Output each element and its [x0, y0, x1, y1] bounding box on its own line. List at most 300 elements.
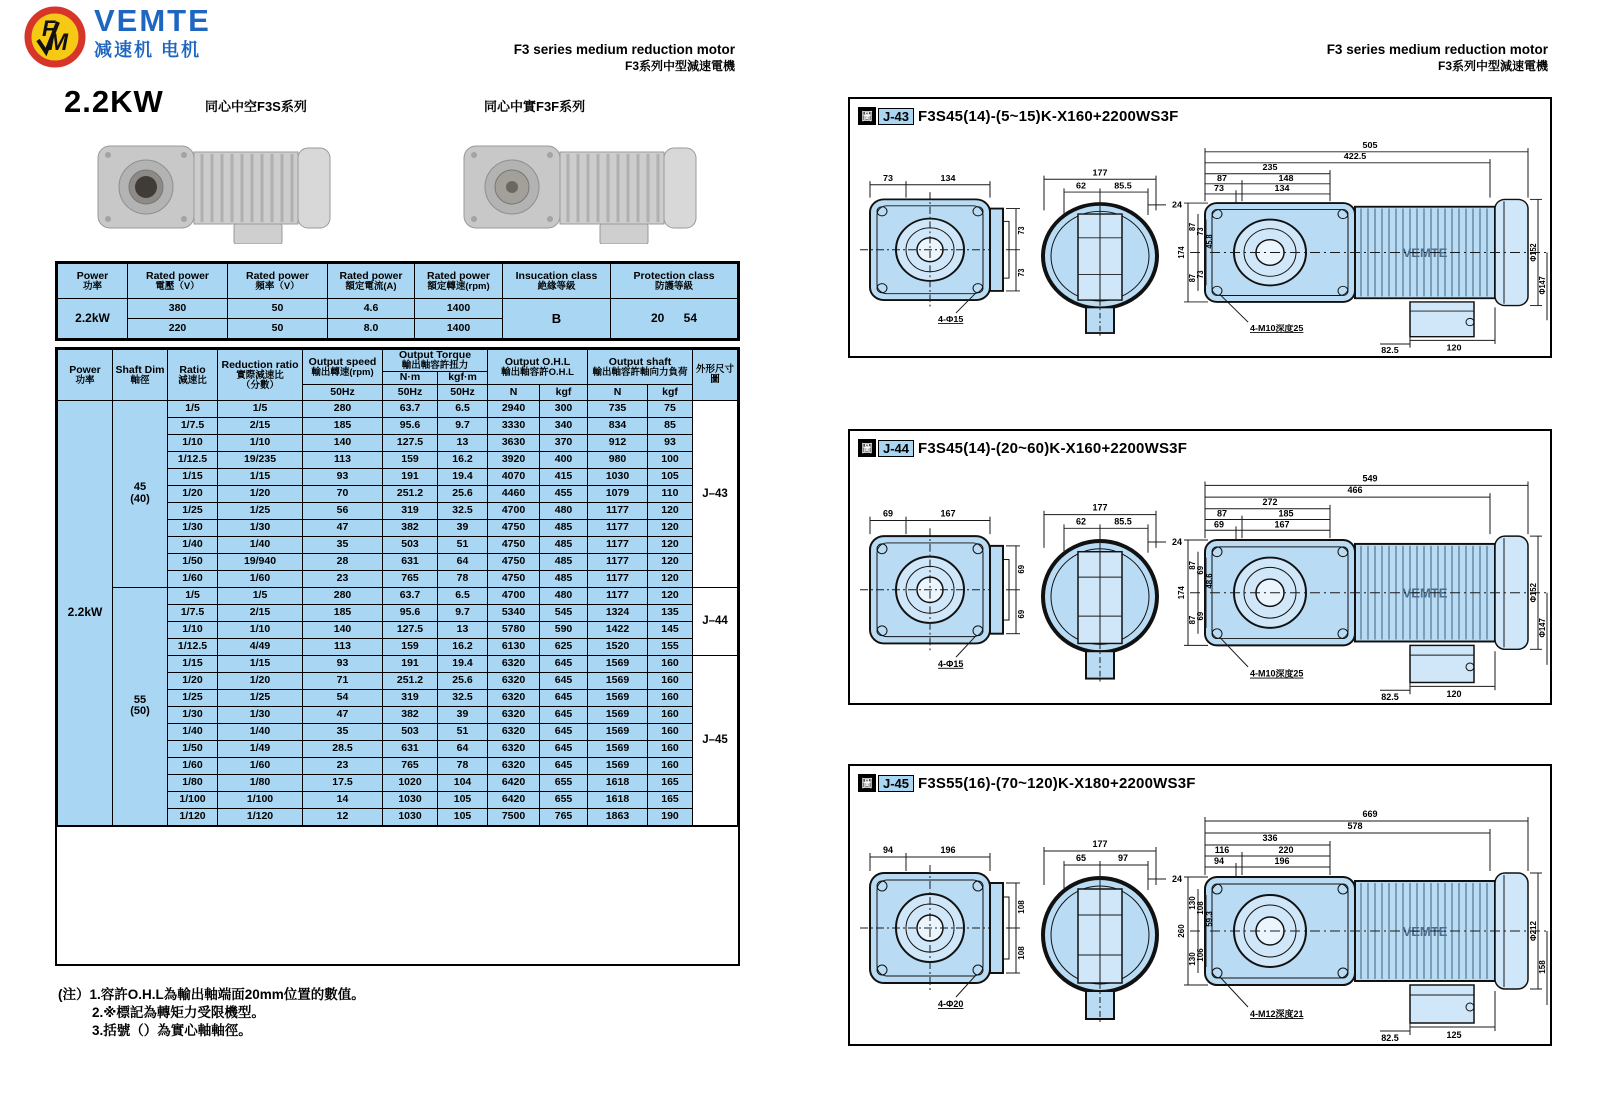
hdr-output-speed: Output speed 輸出轉速(rpm): [303, 350, 383, 385]
spec-table-cell: 9.7: [438, 418, 488, 435]
spec-table-cell: 105: [648, 469, 693, 486]
panel-header: [850, 766, 1550, 795]
spec-table-cell: 1/25: [168, 503, 218, 520]
spec-table-cell: 4750: [488, 537, 540, 554]
spec-table-cell: 160: [648, 741, 693, 758]
spec-table-cell: 1177: [588, 571, 648, 588]
spec-table-cell: 485: [540, 537, 588, 554]
power-table-cell: 50: [228, 299, 328, 319]
spec-table-cell: 251.2: [383, 673, 438, 690]
shaft-dim-value: 45: [133, 481, 147, 494]
spec-table-cell: 191: [383, 656, 438, 673]
spec-table-cell: 1177: [588, 588, 648, 605]
power-table: [57, 263, 738, 339]
svg-text:Φ147: Φ147: [1537, 618, 1548, 638]
spec-table-cell: 6320: [488, 724, 540, 741]
spec-table-cell: 1569: [588, 690, 648, 707]
footnotes: [58, 986, 365, 1041]
spec-table-cell: 16.2: [438, 639, 488, 656]
spec-table-cell: 1/40: [218, 537, 303, 554]
spec-table-cell: 382: [383, 520, 438, 537]
spec-table-cell: 1/12.5: [168, 639, 218, 656]
spec-table-cell: 78: [438, 571, 488, 588]
spec-table-cell: 190: [648, 809, 693, 826]
svg-text:82.5: 82.5: [1381, 692, 1399, 702]
svg-text:185: 185: [1278, 508, 1294, 519]
spec-table-cell: 1/10: [168, 622, 218, 639]
spec-table-cell: 127.5: [383, 435, 438, 452]
power-value: 2.2kW: [58, 299, 128, 339]
col-insulation: Insucation class 絶緣等級: [503, 264, 611, 299]
doc-title-right: [1248, 42, 1548, 74]
spec-table-cell: 1/20: [168, 673, 218, 690]
svg-text:108: 108: [1196, 901, 1205, 915]
svg-text:Φ212: Φ212: [1529, 921, 1538, 941]
spec-table-cell: 160: [648, 656, 693, 673]
spec-table-cell: 9.7: [438, 605, 488, 622]
spec-table-cell: 480: [540, 588, 588, 605]
svg-text:108: 108: [1017, 946, 1026, 960]
spec-table-cell: 2/15: [218, 418, 303, 435]
svg-text:116: 116: [1214, 845, 1230, 855]
spec-table-cell: 19/235: [218, 452, 303, 469]
spec-table-cell: 120: [648, 520, 693, 537]
spec-table-cell: 1/49: [218, 741, 303, 758]
spec-table-cell: 19.4: [438, 656, 488, 673]
spec-table-cell: 120: [648, 588, 693, 605]
svg-text:177: 177: [1092, 167, 1108, 178]
spec-table-cell: 1324: [588, 605, 648, 622]
svg-text:134: 134: [940, 173, 956, 183]
spec-table-cell: 1177: [588, 554, 648, 571]
svg-text:73: 73: [883, 173, 893, 183]
spec-table-cell: 17.5: [303, 775, 383, 792]
spec-table-cell: 319: [383, 503, 438, 520]
svg-text:120: 120: [1446, 689, 1462, 700]
spec-table-row: [58, 588, 738, 605]
figure-id: J-45: [878, 775, 914, 792]
spec-table-cell: 400: [540, 452, 588, 469]
spec-table-cell: 56: [303, 503, 383, 520]
spec-table-cell: 1569: [588, 741, 648, 758]
spec-table-cell: 1/30: [168, 520, 218, 537]
footnote-2: 2.※標記為轉矩力受限機型。: [92, 1005, 265, 1021]
spec-table-cell: 1/60: [168, 571, 218, 588]
power-table-cell: 8.0: [328, 319, 415, 339]
spec-table-cell: 64: [438, 554, 488, 571]
svg-text:45.8: 45.8: [1204, 234, 1215, 249]
spec-table-cell: 645: [540, 673, 588, 690]
svg-text:73: 73: [1195, 227, 1206, 236]
spec-table-cell: 78: [438, 758, 488, 775]
col-protection: Protection class 防護等級: [611, 264, 738, 299]
power-table-cell: 1400: [415, 299, 503, 319]
spec-table-cell: 1/25: [218, 503, 303, 520]
spec-table-cell: 1/20: [218, 673, 303, 690]
svg-text:130: 130: [1188, 952, 1197, 966]
shaft-dim-value: 55: [133, 693, 147, 706]
panel-header: [850, 431, 1550, 460]
spec-table-cell: 340: [540, 418, 588, 435]
spec-table-cell: 105: [438, 792, 488, 809]
svg-text:69: 69: [1016, 609, 1027, 619]
svg-text:177: 177: [1092, 839, 1108, 849]
col-voltage: Rated power 電壓（V）: [128, 264, 228, 299]
spec-table-cell: 185: [303, 418, 383, 435]
svg-text:73: 73: [1214, 183, 1224, 194]
spec-table-cell: 32.5: [438, 690, 488, 707]
spec-table-cell: 1/30: [168, 707, 218, 724]
svg-text:260: 260: [1177, 924, 1186, 938]
figure-model-title: F3S55(16)-(70~120)K-X180+2200WS3F: [918, 774, 1196, 792]
spec-table-cell: 13: [438, 622, 488, 639]
spec-table-cell: 280: [303, 588, 383, 605]
col-current: Rated power 額定電流(A): [328, 264, 415, 299]
dimension-drawing: [850, 460, 1550, 702]
power-rating-table: [55, 261, 740, 341]
svg-text:69: 69: [1214, 519, 1224, 530]
hdr-nm: N·m: [383, 372, 438, 385]
spec-table-cell: 25.6: [438, 486, 488, 503]
spec-table-cell: 14: [303, 792, 383, 809]
svg-text:4-M10深度25: 4-M10深度25: [1250, 668, 1304, 679]
svg-text:69: 69: [1195, 611, 1206, 621]
spec-table-cell: 120: [648, 537, 693, 554]
side-view: [1177, 474, 1550, 702]
hdr-hz-kgfm: 50Hz: [438, 385, 488, 401]
spec-table-cell: 1569: [588, 707, 648, 724]
front-view: [860, 173, 1026, 324]
hdr-dimension-fig: 外形尺寸圖: [693, 350, 738, 401]
spec-table-cell: 23: [303, 758, 383, 775]
spec-table-cell: 1/15: [218, 469, 303, 486]
spec-table-cell: 1/50: [168, 741, 218, 758]
spec-table-cell: 1/60: [218, 758, 303, 775]
spec-table-cell: 655: [540, 792, 588, 809]
svg-text:87: 87: [1217, 508, 1227, 519]
spec-table-cell: 631: [383, 741, 438, 758]
spec-table-cell: 4700: [488, 503, 540, 520]
svg-text:VEMTE: VEMTE: [1402, 924, 1448, 939]
figure-ref-cell: J–43: [693, 401, 738, 588]
hdr-output-ohl: Output O.H.L 輸出軸容許O.H.L: [488, 350, 588, 385]
spec-table-cell: 85: [648, 418, 693, 435]
spec-table-cell: 1030: [383, 792, 438, 809]
figure-model-title: F3S45(14)-(5~15)K-X160+2200WS3F: [918, 107, 1179, 125]
power-table-cell: 50: [228, 319, 328, 339]
svg-text:82.5: 82.5: [1381, 1033, 1399, 1043]
col-frequency: Rated power 頻率（V）: [228, 264, 328, 299]
spec-table-cell: 19/940: [218, 554, 303, 571]
spec-table-cell: 1569: [588, 758, 648, 775]
spec-table-cell: 110: [648, 486, 693, 503]
spec-table-cell: 3920: [488, 452, 540, 469]
circular-view: [1043, 839, 1182, 1025]
svg-text:24: 24: [1172, 874, 1183, 884]
spec-table-cell: 1/7.5: [168, 605, 218, 622]
spec-table-cell: 765: [540, 809, 588, 826]
spec-table-cell: 64: [438, 741, 488, 758]
power-table-cell: 220: [128, 319, 228, 339]
spec-table-cell: 39: [438, 520, 488, 537]
spec-table-cell: 912: [588, 435, 648, 452]
spec-table-cell: 655: [540, 775, 588, 792]
shaft-dim-cell: [113, 401, 168, 588]
svg-text:4-Φ15: 4-Φ15: [938, 658, 964, 669]
spec-table-cell: 485: [540, 554, 588, 571]
spec-table-cell: 645: [540, 656, 588, 673]
spec-table-cell: 625: [540, 639, 588, 656]
svg-text:Φ152: Φ152: [1528, 243, 1539, 262]
spec-table-cell: 1/5: [218, 588, 303, 605]
spec-table-cell: 1/15: [218, 656, 303, 673]
footnote-3: 3.括號（）為實心軸軸徑。: [92, 1023, 252, 1039]
spec-table-cell: 160: [648, 690, 693, 707]
spec-table-cell: 28.5: [303, 741, 383, 758]
spec-table-cell: 6320: [488, 741, 540, 758]
svg-text:177: 177: [1092, 502, 1108, 513]
svg-text:174: 174: [1176, 246, 1187, 259]
spec-table-cell: 1177: [588, 537, 648, 554]
doc-title-en: F3 series medium reduction motor: [513, 42, 735, 57]
svg-text:97: 97: [1117, 853, 1129, 863]
spec-table-cell: 145: [648, 622, 693, 639]
hdr-output-shaft: Output shaft 輸出軸容許軸向力負荷: [588, 350, 693, 385]
shaft-dim-solid-value: (50): [130, 705, 150, 718]
svg-text:F: F: [42, 16, 56, 41]
hdr-reduction-ratio: Reduction ratio 實際減速比 （分數）: [218, 350, 303, 401]
spec-table-cell: 159: [383, 452, 438, 469]
spec-table-cell: 35: [303, 537, 383, 554]
spec-table-cell: 1030: [383, 809, 438, 826]
side-view: [1177, 140, 1550, 355]
spec-table-cell: 1/10: [218, 435, 303, 452]
svg-text:422.5: 422.5: [1343, 151, 1367, 162]
spec-table-cell: 4460: [488, 486, 540, 503]
svg-text:167: 167: [940, 508, 956, 519]
doc-title-zh: F3系列中型減速電機: [1437, 59, 1548, 73]
brand-subtitle: 减速机 电机: [94, 40, 202, 60]
hdr-power: Power 功率: [58, 350, 113, 401]
spec-table-cell: 3330: [488, 418, 540, 435]
svg-text:59.3: 59.3: [1205, 911, 1214, 927]
specification-table: [55, 347, 740, 966]
spec-table-cell: 1/60: [218, 571, 303, 588]
spec-table-cell: 23: [303, 571, 383, 588]
spec-table-cell: 12: [303, 809, 383, 826]
figure-id: J-43: [878, 108, 914, 125]
shaft-dim-solid-value: (40): [130, 493, 150, 505]
svg-text:87: 87: [1217, 173, 1227, 183]
spec-table-cell: 2/15: [218, 605, 303, 622]
spec-table-cell: 140: [303, 435, 383, 452]
front-view: [860, 509, 1026, 669]
spec-table-cell: 140: [303, 622, 383, 639]
svg-text:Φ147: Φ147: [1537, 276, 1548, 295]
spec-table-cell: 1520: [588, 639, 648, 656]
svg-text:167: 167: [1274, 519, 1290, 530]
svg-text:87: 87: [1187, 615, 1198, 625]
spec-table-cell: 1/40: [168, 537, 218, 554]
spec-table-cell: 4070: [488, 469, 540, 486]
spec-table-cell: 70: [303, 486, 383, 503]
spec-table-cell: 1/80: [168, 775, 218, 792]
spec-table-cell: 113: [303, 639, 383, 656]
spec-table-cell: 480: [540, 503, 588, 520]
svg-text:148: 148: [1278, 173, 1294, 183]
hdr-shaft-dim: Shaft Dim 軸徑: [113, 350, 168, 401]
spec-table-cell: 1/100: [168, 792, 218, 809]
spec-table-cell: 51: [438, 724, 488, 741]
hdr-ratio: Ratio 減速比: [168, 350, 218, 401]
spec-table-cell: 32.5: [438, 503, 488, 520]
svg-text:65: 65: [1075, 853, 1087, 863]
spec-table-cell: 1/5: [168, 401, 218, 418]
spec-table-cell: 1177: [588, 520, 648, 537]
svg-text:73: 73: [1195, 270, 1206, 279]
product-photo-hollow-shaft: [92, 128, 342, 244]
spec-table-cell: 485: [540, 520, 588, 537]
svg-text:24: 24: [1172, 536, 1182, 547]
spec-table-cell: 13: [438, 435, 488, 452]
spec-table-cell: 16.2: [438, 452, 488, 469]
spec-table-cell: 159: [383, 639, 438, 656]
dimension-drawing: [850, 795, 1550, 1043]
spec-table-cell: 100: [648, 452, 693, 469]
spec-table-cell: 47: [303, 707, 383, 724]
power-table-cell: 1400: [415, 319, 503, 339]
spec-table-cell: 6320: [488, 656, 540, 673]
spec-table-cell: 1422: [588, 622, 648, 639]
spec-table-cell: 645: [540, 690, 588, 707]
dimension-panel-j44: [848, 429, 1552, 705]
spec-table-cell: 1/10: [168, 435, 218, 452]
spec-table-cell: 120: [648, 554, 693, 571]
spec-table-cell: 6420: [488, 792, 540, 809]
svg-text:87: 87: [1187, 222, 1198, 231]
spec-table-cell: 1030: [588, 469, 648, 486]
spec-table-cell: 1618: [588, 775, 648, 792]
hdr-ohl-kgf: kgf: [540, 385, 588, 401]
series-solid-label: 同心中實F3F系列: [484, 99, 586, 114]
spec-table-cell: 765: [383, 571, 438, 588]
spec-table-cell: 93: [303, 469, 383, 486]
spec-table-cell: 6320: [488, 673, 540, 690]
spec-table-cell: 980: [588, 452, 648, 469]
svg-text:578: 578: [1347, 821, 1363, 831]
svg-text:220: 220: [1278, 845, 1294, 855]
spec-table-cell: 1/25: [168, 690, 218, 707]
spec-table-cell: 1/100: [218, 792, 303, 809]
spec-table-cell: 185: [303, 605, 383, 622]
svg-text:336: 336: [1262, 833, 1278, 843]
spec-table-cell: 1569: [588, 724, 648, 741]
svg-text:505: 505: [1362, 140, 1378, 151]
spec-table-cell: 6320: [488, 690, 540, 707]
spec-table-cell: 1/120: [218, 809, 303, 826]
spec-table-cell: 1569: [588, 673, 648, 690]
spec-table-cell: 1/120: [168, 809, 218, 826]
footnote-1: (注）1.容許O.H.L為輸出軸端面20mm位置的數值。: [58, 987, 365, 1002]
spec-table-cell: 485: [540, 571, 588, 588]
brand-name: VEMTE: [94, 3, 211, 38]
power-rating-label: 2.2KW: [64, 84, 164, 119]
spec-table-cell: 6.5: [438, 588, 488, 605]
svg-text:106: 106: [1196, 948, 1205, 962]
spec-table-cell: 1/25: [218, 690, 303, 707]
figure-tag: 圖: [858, 774, 876, 792]
spec-table-cell: 3630: [488, 435, 540, 452]
spec-table-cell: 127.5: [383, 622, 438, 639]
hdr-shaft-kgf: kgf: [648, 385, 693, 401]
spec-table-cell: 35: [303, 724, 383, 741]
spec-table-cell: 54: [303, 690, 383, 707]
spec-table-cell: 28: [303, 554, 383, 571]
spec-table-cell: 1/15: [168, 656, 218, 673]
spec-table-cell: 735: [588, 401, 648, 418]
spec-table-cell: 4750: [488, 520, 540, 537]
svg-text:4-M10深度25: 4-M10深度25: [1250, 323, 1304, 334]
dimension-drawing: [850, 128, 1550, 355]
logo-badge-icon: [24, 6, 86, 68]
figure-tag: 圖: [858, 107, 876, 125]
spec-table-cell: 160: [648, 758, 693, 775]
spec-table-cell: 47: [303, 520, 383, 537]
spec-table-cell: 104: [438, 775, 488, 792]
spec-table-cell: 51: [438, 537, 488, 554]
spec-table-cell: 4700: [488, 588, 540, 605]
doc-title-zh: F3系列中型減速電機: [624, 59, 735, 73]
spec-table-cell: 834: [588, 418, 648, 435]
spec-table-cell: 4750: [488, 571, 540, 588]
spec-table-cell: 6420: [488, 775, 540, 792]
svg-text:69: 69: [1016, 564, 1027, 574]
spec-table-cell: 1/60: [168, 758, 218, 775]
svg-text:196: 196: [1274, 856, 1290, 866]
spec-table-cell: 155: [648, 639, 693, 656]
svg-text:85.5: 85.5: [1114, 180, 1132, 191]
spec-table-cell: 645: [540, 724, 588, 741]
doc-title-center: [435, 42, 735, 74]
spec-table-cell: 1079: [588, 486, 648, 503]
spec-table-cell: 2940: [488, 401, 540, 418]
spec-table-cell: 503: [383, 537, 438, 554]
spec-table-cell: 105: [438, 809, 488, 826]
power-table-cell: 4.6: [328, 299, 415, 319]
spec-table-cell: 1569: [588, 656, 648, 673]
spec-table-cell: 382: [383, 707, 438, 724]
hdr-kgfm: kgf·m: [438, 372, 488, 385]
spec-table-cell: 120: [648, 571, 693, 588]
svg-text:466: 466: [1347, 485, 1363, 496]
spec-table-cell: 1/40: [218, 724, 303, 741]
spec-table-cell: 160: [648, 707, 693, 724]
svg-text:125: 125: [1446, 1030, 1462, 1040]
spec-table-cell: 1/5: [168, 588, 218, 605]
svg-text:196: 196: [940, 845, 956, 855]
spec-table-cell: 4750: [488, 554, 540, 571]
spec-table-cell: 1/40: [168, 724, 218, 741]
hdr-hz-nm: 50Hz: [383, 385, 438, 401]
spec-table-cell: 1/50: [168, 554, 218, 571]
spec-table-cell: 165: [648, 775, 693, 792]
spec-table-cell: 415: [540, 469, 588, 486]
doc-title-en: F3 series medium reduction motor: [1326, 42, 1548, 57]
power-table-row: [58, 299, 738, 319]
spec-table-cell: 95.6: [383, 418, 438, 435]
spec-table-cell: 1/12.5: [168, 452, 218, 469]
svg-text:120: 120: [1446, 342, 1462, 353]
